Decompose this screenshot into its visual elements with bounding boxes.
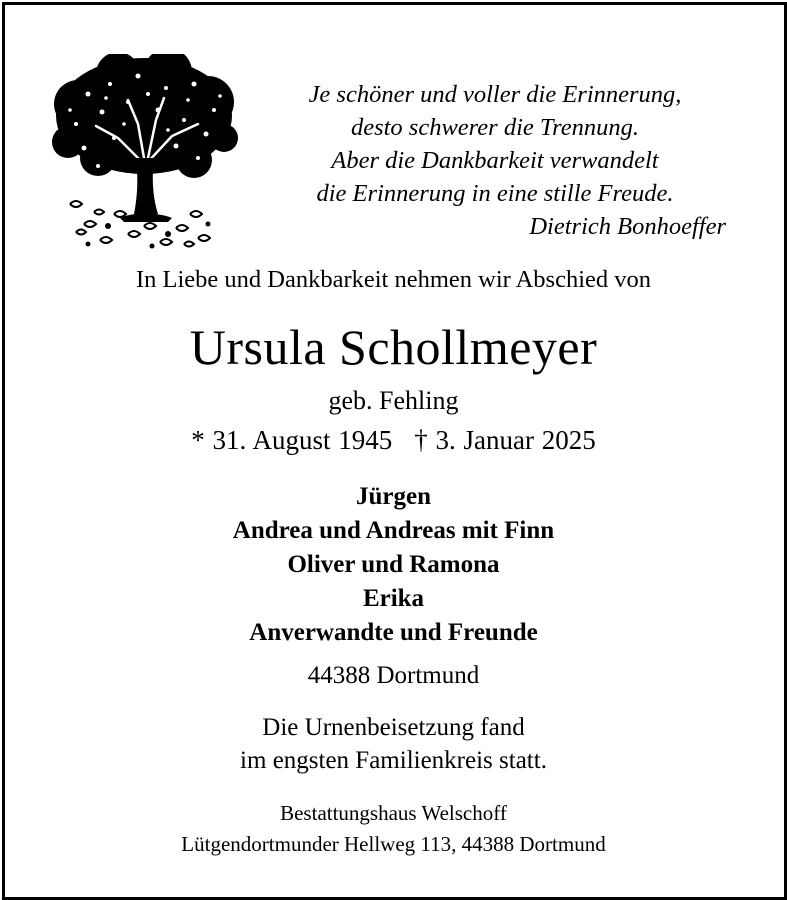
quote-author: Dietrich Bonhoeffer	[529, 213, 726, 240]
quote-line: Aber die Dankbarkeit verwandelt	[331, 147, 659, 174]
quote-line: die Erinnerung in eine stille Freude.	[316, 180, 674, 207]
family-list	[0, 480, 787, 650]
funeral-home-name: Bestattungshaus Welschoff	[280, 801, 507, 825]
death-date: † 3. Januar 2025	[414, 425, 596, 455]
intro-text: In Liebe und Dankbarkeit nehmen wir Abschied von	[135, 266, 652, 293]
family-member: Andrea und Andreas mit Finn	[232, 517, 555, 544]
notice-line: im engsten Familienkreis statt.	[240, 747, 547, 774]
life-dates	[0, 425, 787, 456]
tree-icon	[48, 54, 240, 254]
family-member: Erika	[362, 585, 425, 612]
quote-line: desto schwerer die Trennung.	[350, 114, 640, 141]
family-member: Jürgen	[356, 483, 431, 510]
family-member: Anverwandte und Freunde	[249, 619, 538, 646]
family-member: Oliver und Ramona	[287, 551, 500, 578]
burial-notice	[0, 711, 787, 777]
bonhoeffer-quote	[260, 78, 730, 243]
maiden-name: geb. Fehling	[328, 386, 459, 415]
city: 44388 Dortmund	[307, 662, 480, 689]
deceased-name: Ursula Schollmeyer	[189, 319, 598, 375]
notice-line: Die Urnenbeisetzung fand	[262, 714, 525, 741]
quote-line: Je schöner und voller die Erinnerung,	[308, 81, 682, 108]
funeral-home-address: Lütgendortmunder Hellweg 113, 44388 Dortmund	[181, 832, 606, 856]
funeral-home	[0, 798, 787, 860]
birth-date: * 31. August 1945	[191, 425, 393, 455]
